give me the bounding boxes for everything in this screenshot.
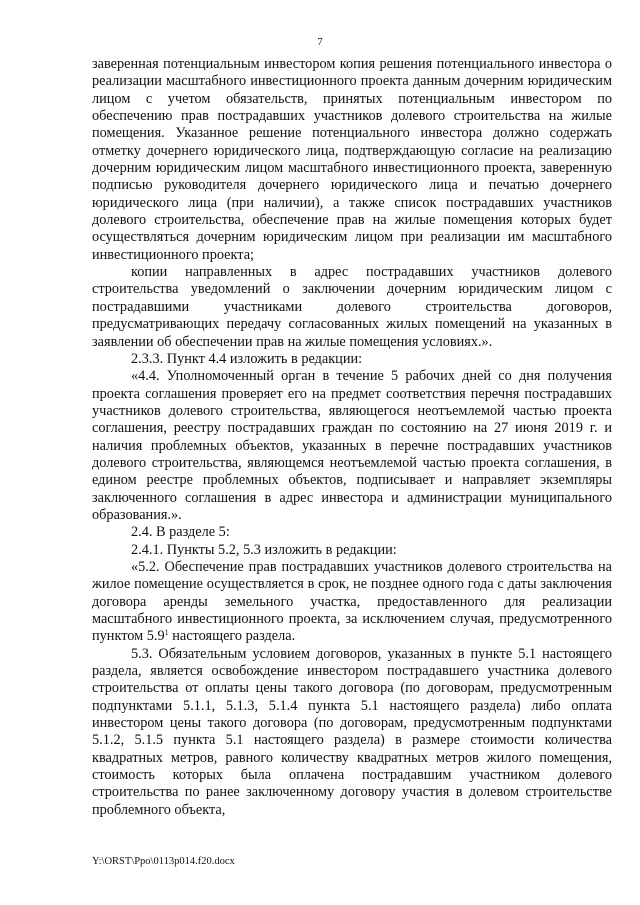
paragraph-clause-2-3-3: 2.3.3. Пункт 4.4 изложить в редакции: [131,350,363,367]
page-number: 7 [317,36,323,48]
paragraph-notification-copies: копии направленных в адрес пострадавших участников долевого строительства уведомлений о заключении дочерним юридическим лицом с пострадавшими участниками долевого строительства договоров, предусматривающих передачу согласованных жилых помещений на указанных в заявлении об обеспечении прав на жилые помещения условиях.». [92,264,612,350]
paragraph-copy-of-decision: заверенная потенциальным инвестором копия решения потенциального инвестора о реализации масштабного инвестиционного проекта данным дочерним юридическим лицом с учетом обязательств, принятых потенциальным инвестором по обеспечению прав пострадавших участников долевого строительства на жилые помещения. Указанное решение потенциального инвестора должно содержать отметку дочернего юридического лица, подтверждающую согласие на реализацию дочерним юридическим лицом масштабного инвестиционного проекта, заверенную подписью руководителя дочернего юридического лица и печатью дочернего юридического лица (при наличии), а также список пострадавших участников долевого строительства, обеспечение прав на жилые помещения которых будет осуществляться дочерним юридическим лицом при реализации им масштабного инвестиционного проекта; [92,56,612,263]
paragraph-point-5-3: 5.3. Обязательным условием договоров, указанных в пункте 5.1 настоящего раздела, является освобождение инвестором пострадавшего участника долевого строительства от оплаты цены такого договора (по договорам, предусмотренным подпунктами 5.1.1, 5.1.3, 5.1.4 пункта 5.1 настоящего раздела) либо оплата инвестором цены такого договора (по договорам, предусмотренным подпунктами 5.1.2, 5.1.5 пункта 5.1 настоящего раздела) в размере стоимости количества квадратных метров, равного количеству квадратных метров жилого помещения, стоимость которых была оплачена пострадавшим участником долевого строительства по ранее заключенному договору участия в долевом строительстве проблемного объекта, [92,645,612,818]
paragraph-point-4-4: «4.4. Уполномоченный орган в течение 5 рабочих дней со дня получения проекта соглашения проверяет его на предмет соответствия перечня пострадавших участников долевого строительства, являющегося неотъемлемой частью проекта соглашения, реестру пострадавших граждан по состоянию на 27 июня 2019 г. и наличия проблемных объектов, указанных в перечне пострадавших участников долевого строительства, являющемся неотъемлемой частью проекта соглашения, в едином реестре проблемных объектов, подписывает и направляет экземпляры заключенного соглашения в адрес инвестора и администрации муниципального образования.». [92,368,612,523]
paragraph-clause-2-4-1: 2.4.1. Пункты 5.2, 5.3 изложить в редакции: [131,541,397,558]
paragraph-point-5-2 [92,559,612,646]
point-5-2-text: «5.2. Обеспечение прав пострадавших участников долевого строительства на жилое помещение осуществляется в срок, не позднее одного года с даты заключения договора аренды земельного участка, предоставленного для реализации масштабного инвестиционного проекта, за исключением случая, предусмотренного пунктом 5.9 [92,558,612,645]
point-5-2-text-end: настоящего раздела. [168,628,296,645]
paragraph-clause-2-4: 2.4. В разделе 5: [131,524,230,541]
superscript-marker: 1 [164,628,169,638]
document-body [92,56,612,819]
footer-file-path: Y:\ORST\Ppo\0113p014.f20.docx [92,856,235,867]
